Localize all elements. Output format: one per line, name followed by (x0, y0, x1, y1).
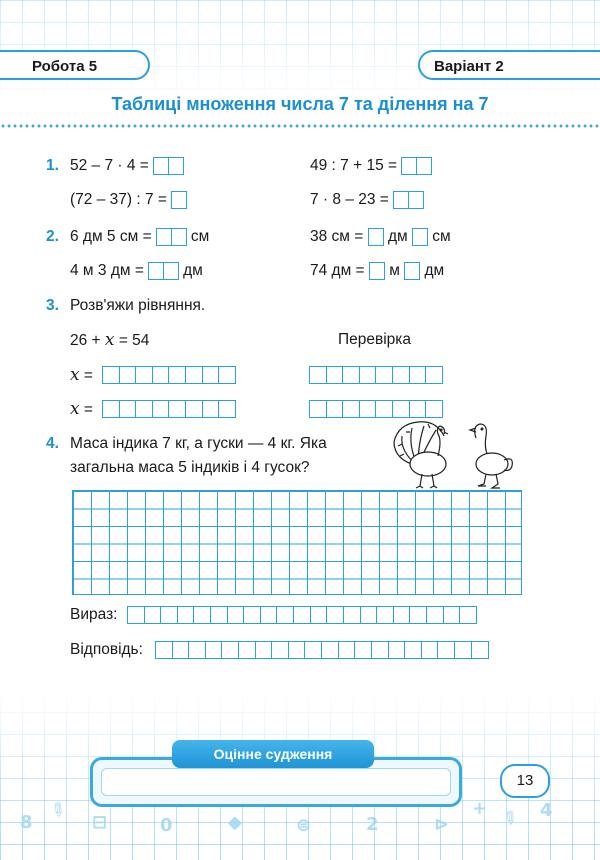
answer-boxes-b[interactable] (401, 157, 432, 175)
page-number: 13 (500, 764, 550, 798)
decor-pencil-icon: ✎ (45, 797, 71, 824)
expression-boxes[interactable] (127, 606, 477, 624)
task-2-d-unit2: дм (424, 262, 445, 279)
check-row-1-boxes[interactable] (309, 366, 443, 384)
task-3-equation (70, 330, 149, 351)
answer-label: Відповідь: (70, 641, 143, 658)
decor-equals-symbol: ⊜ (296, 815, 312, 836)
solution-row-2-label (70, 399, 93, 420)
turkey-goose-illustration (388, 416, 516, 492)
task-4-number: 4. (46, 435, 59, 452)
task-2-d-unit1: м (389, 262, 400, 279)
task-2-c-text: 4 м 3 дм = (70, 262, 144, 279)
task-2-b-unit2: см (432, 228, 451, 245)
task-2-number: 2. (46, 228, 59, 245)
solution-row-2-boxes[interactable] (102, 400, 236, 418)
answer-boxes-c[interactable] (171, 191, 187, 209)
answer-boxes-d[interactable] (393, 191, 424, 209)
equation-right: = 54 (118, 332, 150, 349)
check-label: Перевірка (338, 331, 412, 348)
answer-boxes-2d-2[interactable] (404, 262, 420, 280)
expr-d-text: 7 · 8 – 23 = (310, 191, 389, 208)
expr-b-text: 49 : 7 + 15 = (310, 157, 398, 174)
task-1-number: 1. (46, 157, 59, 174)
decor-two-symbol: 2 (366, 814, 379, 835)
task-1-expr-a (70, 156, 184, 176)
expr-c-text: (72 – 37) : 7 = (70, 191, 167, 208)
task-2-b-text: 38 см = (310, 228, 364, 245)
answer-boxes-a[interactable] (153, 157, 184, 175)
assessment-label: Оцінне судження (172, 740, 374, 768)
expression-label: Вираз: (70, 606, 118, 623)
answer-boxes-2b-1[interactable] (368, 228, 384, 246)
equation-left: 26 + (70, 332, 101, 349)
task-2-b (310, 227, 451, 247)
answer-boxes-2c[interactable] (148, 262, 179, 280)
task-2-c-unit: дм (183, 262, 203, 279)
answer-boxes[interactable] (155, 641, 489, 659)
work-label-pill (0, 50, 150, 80)
task-1-expr-b (310, 156, 432, 176)
task-2-d (310, 261, 444, 281)
task-2-a-text: 6 дм 5 см = (70, 228, 152, 245)
answer-boxes-2d-1[interactable] (369, 262, 385, 280)
x-variable-2: x (70, 399, 80, 419)
solution-row-1-label (70, 365, 93, 386)
decor-eight-symbol: 8 (20, 812, 33, 833)
decor-pencil-icon-2: ✎ (497, 805, 523, 832)
task-2-a (70, 227, 209, 247)
x-variable-1: x (70, 365, 80, 385)
variant-label-pill (418, 50, 600, 80)
answer-boxes-2a[interactable] (156, 228, 187, 246)
answer-boxes-2b-2[interactable] (412, 228, 428, 246)
equation-variable: x (104, 330, 115, 350)
page-title: Таблиці множення числа 7 та ділення на 7 (111, 94, 489, 114)
solution-grid[interactable] (72, 490, 522, 595)
task-2-a-unit: см (190, 228, 210, 245)
task-3-number: 3. (46, 297, 59, 314)
task-1-expr-c (70, 190, 187, 210)
decor-minus-symbol: ⊟ (92, 812, 108, 833)
x-equals-1: = (83, 367, 93, 384)
task-2-d-text: 74 дм = (310, 262, 365, 279)
work-label: Робота 5 (32, 58, 98, 75)
task-3-prompt: Розв'яжи рівняння. (70, 297, 206, 314)
solution-row-1-boxes[interactable] (102, 366, 236, 384)
dotted-divider (0, 124, 600, 128)
task-2-b-unit1: дм (387, 228, 408, 245)
decor-four-symbol: 4 (540, 800, 553, 821)
task-4-line-1: Маса індика 7 кг, а гуски — 4 кг. Яка (70, 435, 327, 452)
task-2-c (70, 261, 203, 281)
decor-greater-symbol: ⊳ (434, 814, 450, 835)
decor-plus-symbol: + (472, 798, 488, 819)
decor-square-symbol: ◆ (228, 812, 242, 833)
variant-label: Варіант 2 (434, 58, 504, 75)
x-equals-2: = (83, 401, 93, 418)
decor-zero-symbol: 0 (160, 815, 173, 836)
assessment-input-area[interactable] (101, 768, 451, 796)
task-4-line-2: загальна маса 5 індиків і 4 гусок? (70, 459, 310, 476)
task-1-expr-d (310, 190, 424, 210)
expr-a-text: 52 – 7 · 4 = (70, 157, 149, 174)
